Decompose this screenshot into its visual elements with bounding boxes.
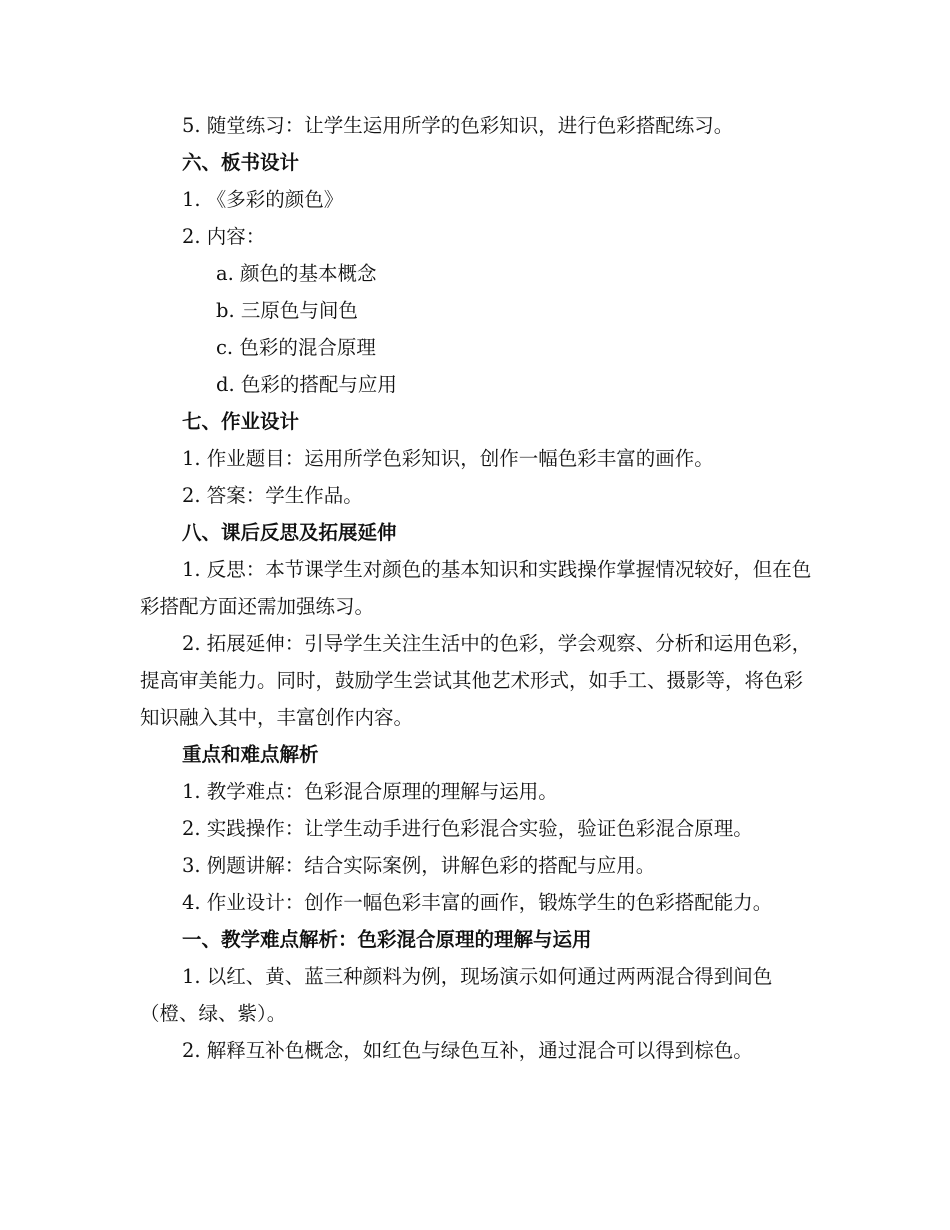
homework-item-topic: 1. 作业题目：运用所学色彩知识，创作一幅色彩丰富的画作。 (182, 447, 714, 470)
homework-item-answer: 2. 答案：学生作品。 (182, 484, 363, 507)
document-body (140, 107, 820, 1069)
board-design-item-content: 2. 内容： (182, 225, 266, 248)
key-point-item-1: 1. 教学难点：色彩混合原理的理解与运用。 (182, 780, 558, 803)
content-subitem-a: a. 颜色的基本概念 (216, 262, 377, 285)
analysis-item-1: 1. 以红、黄、蓝三种颜料为例，现场演示如何通过两两混合得到间色（橙、绿、紫）。 (140, 965, 773, 1025)
section-heading-board-design: 六、板书设计 (182, 151, 300, 174)
content-subitem-b: b. 三原色与间色 (216, 299, 358, 322)
board-design-item-title: 1. 《多彩的颜色》 (182, 188, 344, 211)
key-point-item-2: 2. 实践操作：让学生动手进行色彩混合实验，验证色彩混合原理。 (182, 817, 753, 840)
key-point-item-4: 4. 作业设计：创作一幅色彩丰富的画作，锻炼学生的色彩搭配能力。 (182, 891, 773, 914)
extension-paragraph: 2. 拓展延伸：引导学生关注生活中的色彩，学会观察、分析和运用色彩，提高审美能力。同时，鼓励学生尝试其他艺术形式，如手工、摄影等，将色彩知识融入其中，丰富创作内容。 (140, 632, 812, 729)
section-heading-homework-design: 七、作业设计 (182, 410, 300, 433)
section-heading-difficulty-analysis: 一、教学难点解析：色彩混合原理的理解与运用 (182, 928, 592, 951)
content-subitem-d: d. 色彩的搭配与应用 (216, 373, 397, 396)
practice-item: 5. 随堂练习：让学生运用所学的色彩知识，进行色彩搭配练习。 (182, 114, 734, 137)
key-point-item-3: 3. 例题讲解：结合实际案例，讲解色彩的搭配与应用。 (182, 854, 656, 877)
reflection-paragraph: 1. 反思：本节课学生对颜色的基本知识和实践操作掌握情况较好，但在色彩搭配方面还需加强练习。 (140, 558, 812, 618)
content-subitem-c: c. 色彩的混合原理 (216, 336, 376, 359)
section-heading-reflection: 八、课后反思及拓展延伸 (182, 521, 397, 544)
analysis-item-2: 2. 解释互补色概念，如红色与绿色互补，通过混合可以得到棕色。 (182, 1039, 753, 1062)
section-heading-key-points: 重点和难点解析 (182, 743, 319, 766)
